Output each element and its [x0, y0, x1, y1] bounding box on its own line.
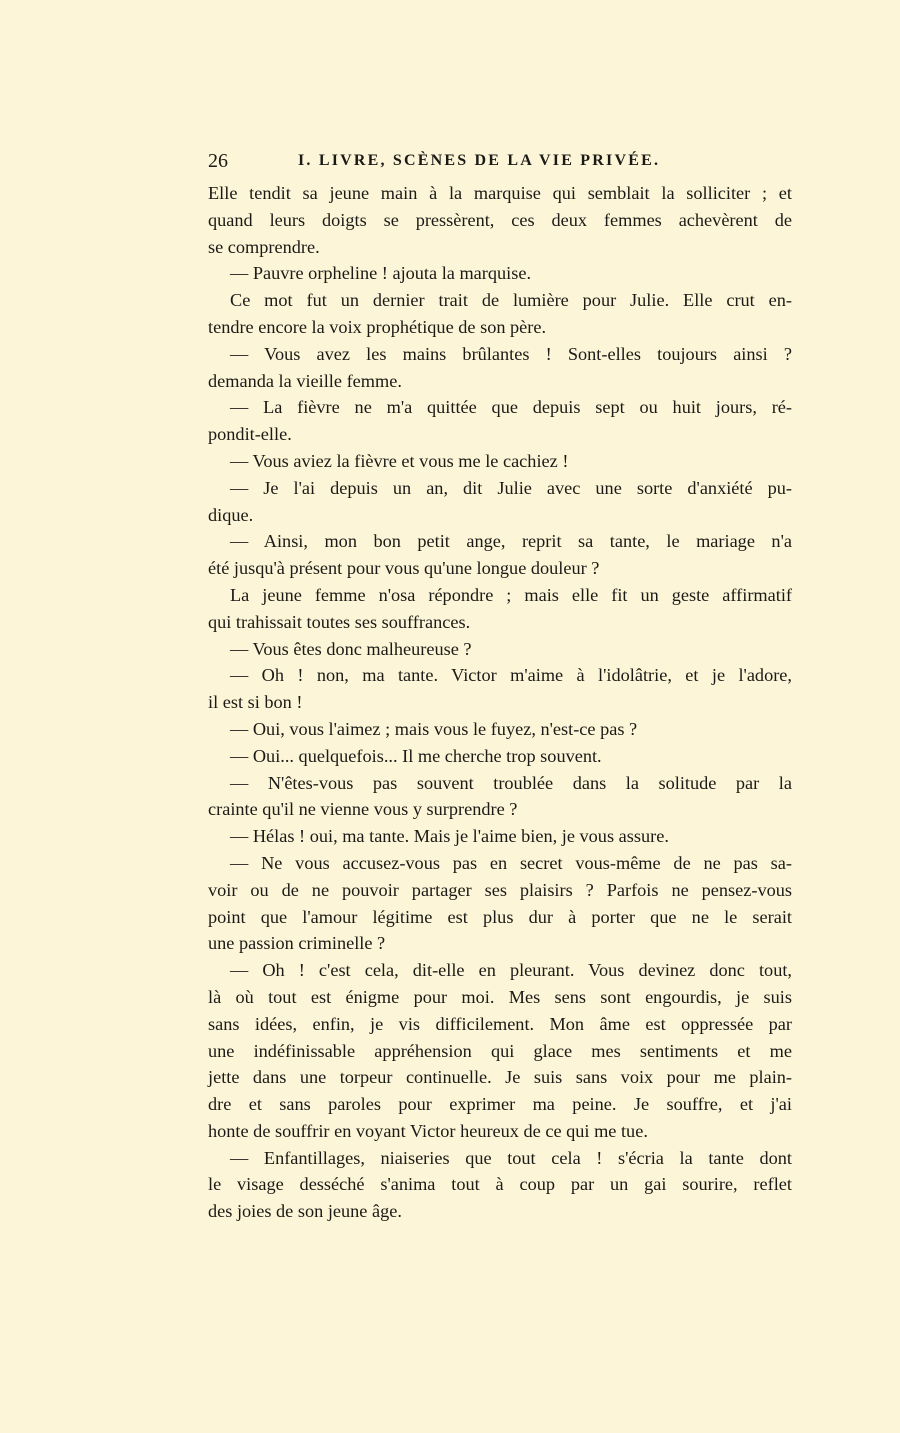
- text-line: sans idées, enfin, je vis difficilement. Mon âme est oppressée par: [208, 1013, 792, 1034]
- text-line: quand leurs doigts se pressèrent, ces deux femmes achevèrent de: [208, 209, 792, 230]
- text-line: — Ainsi, mon bon petit ange, reprit sa tante, le mariage n'a: [230, 531, 792, 552]
- text-line: tendre encore la voix prophétique de son père.: [208, 316, 547, 337]
- text-line: une passion criminelle ?: [208, 933, 386, 954]
- text-line: — Hélas ! oui, ma tante. Mais je l'aime bien, je vous assure.: [230, 826, 669, 847]
- text-line: dre et sans paroles pour exprimer ma peine. Je souffre, et j'ai: [208, 1094, 792, 1115]
- text-line: jette dans une torpeur continuelle. Je suis sans voix pour me plain-: [208, 1067, 792, 1088]
- text-line: — Vous aviez la fièvre et vous me le cachiez !: [230, 450, 569, 471]
- text-line: crainte qu'il ne vienne vous y surprendre ?: [208, 799, 518, 820]
- text-line: — Oui, vous l'aimez ; mais vous le fuyez, n'est-ce pas ?: [230, 718, 638, 739]
- text-line: une indéfinissable appréhension qui glace mes sentiments et me: [208, 1040, 792, 1061]
- text-line: — N'êtes-vous pas souvent troublée dans la solitude par la: [230, 772, 792, 793]
- text-line: Elle tendit sa jeune main à la marquise qui semblait la solliciter ; et: [208, 183, 792, 203]
- text-line: été jusqu'à présent pour vous qu'une longue douleur ?: [208, 558, 600, 579]
- text-line: — Vous avez les mains brûlantes ! Sont-elles toujours ainsi ?: [230, 343, 792, 364]
- text-line: le visage desséché s'anima tout à coup par un gai sourire, reflet: [208, 1174, 792, 1195]
- text-line: — Oh ! c'est cela, dit-elle en pleurant. Vous devinez donc tout,: [230, 960, 792, 981]
- text-line: — Pauvre orpheline ! ajouta la marquise.: [230, 263, 532, 284]
- text-line: voir ou de ne pouvoir partager ses plaisirs ? Parfois ne pensez-vous: [208, 879, 792, 900]
- text-line: dique.: [208, 504, 254, 525]
- text-line: — Oh ! non, ma tante. Victor m'aime à l'idolâtrie, et je l'adore,: [230, 665, 792, 686]
- body-text: [208, 180, 792, 1225]
- page-number: 26: [208, 150, 228, 172]
- text-line: — Vous êtes donc malheureuse ?: [230, 638, 472, 659]
- page-header: [208, 150, 792, 180]
- text-line: il est si bon !: [208, 692, 303, 713]
- text-line: point que l'amour légitime est plus dur à porter que ne le serait: [208, 906, 792, 927]
- text-line: La jeune femme n'osa répondre ; mais elle fit un geste affirmatif: [230, 584, 792, 605]
- text-line: demanda la vieille femme.: [208, 370, 402, 391]
- text-line: — La fièvre ne m'a quittée que depuis sept ou huit jours, ré-: [230, 397, 792, 418]
- text-line: — Je l'ai depuis un an, dit Julie avec une sorte d'anxiété pu-: [230, 477, 792, 498]
- text-line: qui trahissait toutes ses souffrances.: [208, 611, 471, 632]
- text-line: des joies de son jeune âge.: [208, 1201, 402, 1222]
- text-line: se comprendre.: [208, 236, 320, 257]
- text-line: pondit-elle.: [208, 424, 292, 445]
- running-title: I. LIVRE, SCÈNES DE LA VIE PRIVÉE.: [298, 152, 661, 169]
- text-line: — Ne vous accusez-vous pas en secret vous-même de ne pas sa-: [230, 852, 792, 873]
- text-line: honte de souffrir en voyant Victor heureux de ce qui me tue.: [208, 1120, 648, 1141]
- text-line: Ce mot fut un dernier trait de lumière pour Julie. Elle crut en-: [230, 290, 792, 311]
- text-line: là où tout est énigme pour moi. Mes sens sont engourdis, je suis: [208, 986, 792, 1007]
- text-line: — Enfantillages, niaiseries que tout cela ! s'écria la tante dont: [230, 1147, 792, 1168]
- text-line: — Oui... quelquefois... Il me cherche trop souvent.: [230, 745, 602, 766]
